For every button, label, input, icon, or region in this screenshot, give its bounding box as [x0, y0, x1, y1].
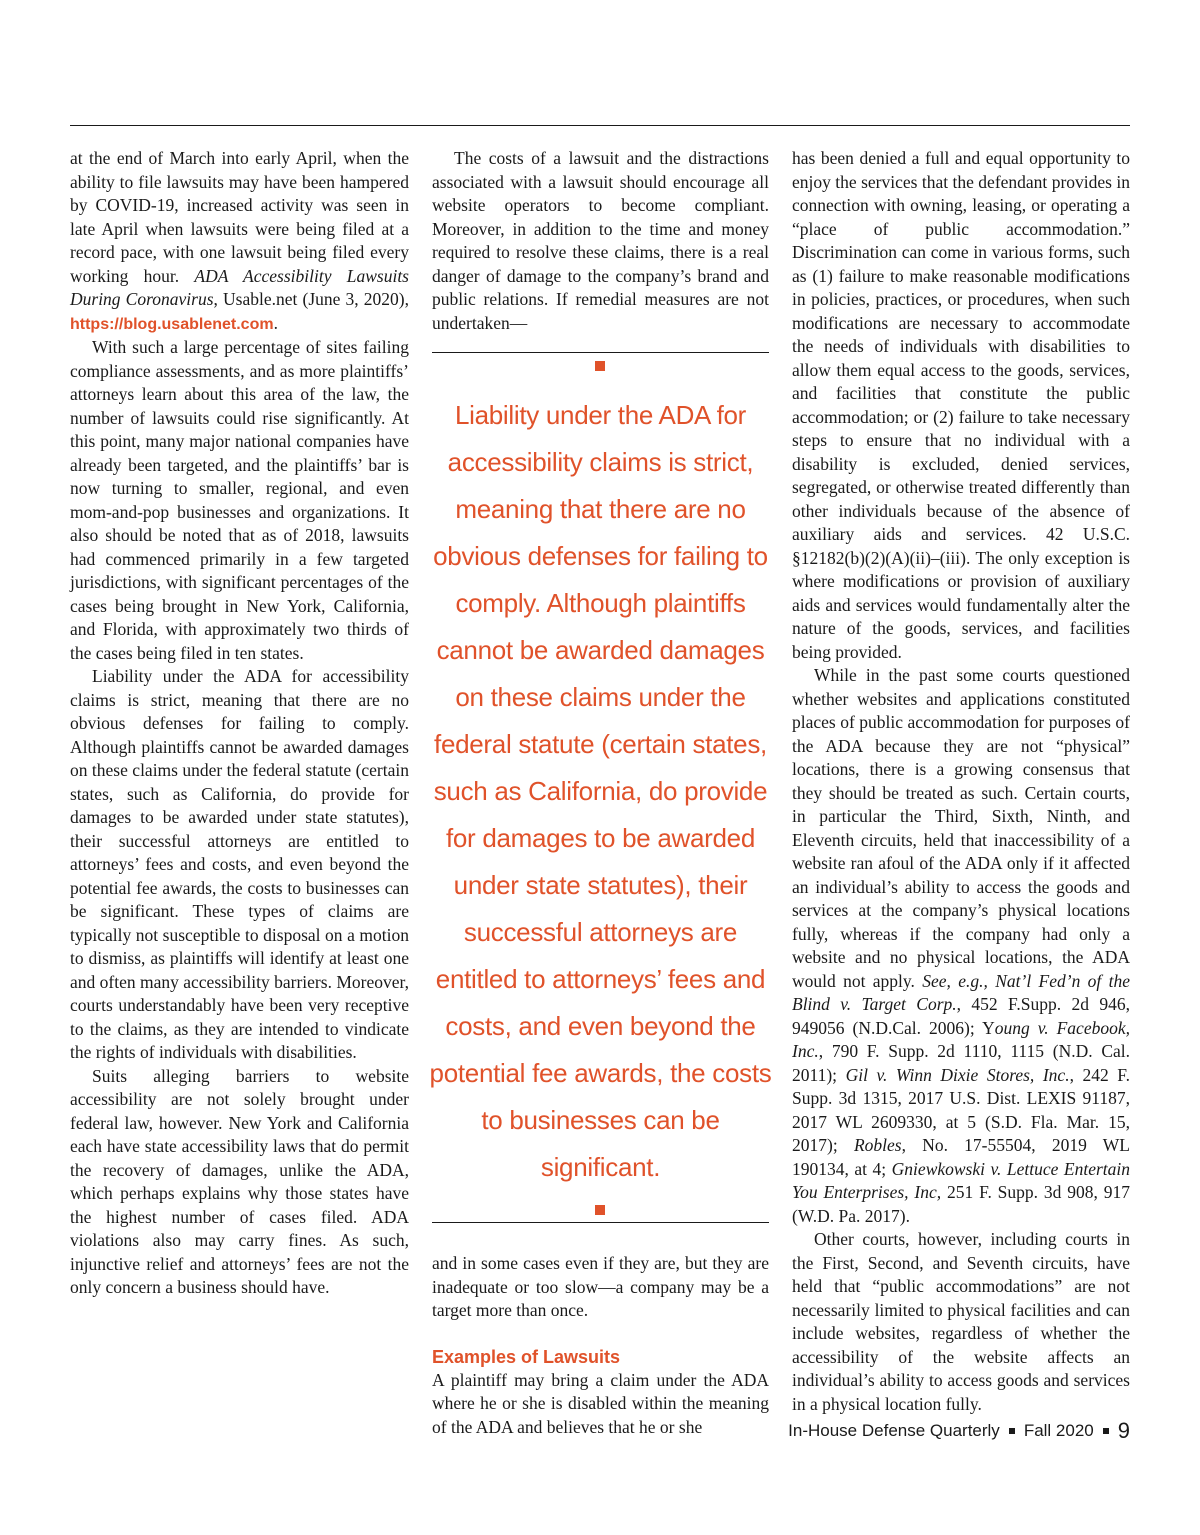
- page-footer: [788, 1418, 1130, 1444]
- pullquote-text: Liability under the ADA for accessibility claims is strict, meaning that there are no obvious defenses for failing to comply. Although plaintiffs cannot be awarded damages on these claims under the federal statute (certain states, such as California, do provide for damages to be awarded under state statutes), their successful attorneys are entitled to attorneys’ fees and costs, and even beyond the potential fee awards, the costs to businesses can be significant.: [429, 400, 772, 1182]
- column3-paragraph-3: Other courts, however, including courts in the First, Second, and Seventh circuits, have held that “public accommodations” are not necessarily limited to physical facilities and can include websites, regardless of whether the accessibility of the website affects an individual’s ability to access goods and services in a physical location fully.: [792, 1229, 1130, 1414]
- usablenet-link[interactable]: https://blog.usablenet.com: [70, 315, 274, 333]
- column3-paragraph-2: While in the past some courts questioned whether websites and applications constituted places of public accommodation for purposes of the ADA because they are not “physical” locations, there is a growing consensus that they should be treated as such. Certain courts, in particular the Third, Sixth, Ninth, and Eleventh circuits, held that inaccessibility of a website ran afoul of the ADA only if it affected an individual’s ability to access the goods and services at the company’s physical locations fully, whereas if the company had only a website and no physical locations, the ADA would not apply. See, e.g., Nat’l Fed’n of the Blind v. Target Corp., 452 F.Supp. 2d 946, 949056 (N.D.Cal. 2006); Young v. Facebook, Inc., 790 F. Supp. 2d 1110, 1115 (N.D. Cal. 2011); Gil v. Winn Dixie Stores, Inc., 242 F. Supp. 3d 1315, 2017 U.S. Dist. LEXIS 91187, 2017 WL 2609330, at 5 (S.D. Fla. Mar. 15, 2017); Robles, No. 17-55504, 2019 WL 190134, at 4; Gniewkowski v. Lettuce Entertain You Enterprises, Inc, 251 F. Supp. 3d 908, 917 (W.D. Pa. 2017).: [792, 665, 1130, 1226]
- column2-paragraph-2: and in some cases even if they are, but they are inadequate or too slow—a company may be a target more than once.: [432, 1253, 769, 1320]
- pullquote-top-rule: [432, 352, 769, 353]
- square-bullet-icon: [595, 361, 605, 371]
- page-number: 9: [1117, 1418, 1130, 1443]
- top-rule: [70, 125, 1130, 126]
- square-separator-icon: [1103, 1428, 1109, 1434]
- column1-paragraph-4: Suits alleging barriers to website accessibility are not solely brought under federal law, however. New York and California each have state accessibility laws that do permit the recovery of damages, unlike the ADA, which perhaps explains why those states have the highest number of cases filed. ADA violations also may carry fines. As such, injunctive relief and attorneys’ fees are not the only concern a business should have.: [70, 1065, 409, 1297]
- article-column-1: [70, 147, 409, 1300]
- issue-label: Fall 2020: [1023, 1421, 1094, 1440]
- column2-paragraph-1: The costs of a lawsuit and the distractions associated with a lawsuit should encourage all website operators to become compliant. Moreover, in addition to the time and money required to resolve these claims, there is a real danger of damage to the company’s brand and public relations. If remedial measures are not undertaken—: [432, 148, 769, 333]
- column2-paragraph-3: A plaintiff may bring a claim under the ADA where he or she is disabled within the meaning of the ADA and believes that he or she: [432, 1369, 769, 1437]
- pullquote-bottom-rule: [432, 1222, 769, 1223]
- article-column-3: [792, 147, 1130, 1416]
- section-heading: Examples of Lawsuits: [432, 1346, 621, 1367]
- column1-paragraph-2: With such a large percentage of sites failing compliance assessments, and as more plaintiffs’ attorneys learn about this area of the law, the number of lawsuits could rise significantly. At this point, many major national companies have already been targeted, and the plaintiffs’ bar is now turning to smaller, regional, and even mom-and-pop businesses and organizations. It also should be noted that as of 2018, lawsuits had commenced primarily in a few targeted jurisdictions, with significant percentages of the cases being brought in New York, California, and Florida, with approximately two thirds of the cases being filed in ten states.: [70, 337, 409, 663]
- column1-paragraph-1: at the end of March into early April, when the ability to file lawsuits may have been hampered by COVID-19, increased activity was seen in late April when lawsuits were being filed at a record pace, with one lawsuit being filed every working hour. ADA Accessibility Lawsuits During Coronavirus, Usable.net (June 3, 2020), https://blog.usablenet.com.: [70, 148, 409, 333]
- publication-name: In-House Defense Quarterly: [788, 1421, 1000, 1440]
- square-bullet-icon: [595, 1205, 605, 1215]
- pull-quote: [429, 352, 772, 1222]
- square-separator-icon: [1009, 1428, 1015, 1434]
- article-column-2: [432, 147, 769, 335]
- column3-paragraph-1: has been denied a full and equal opportunity to enjoy the services that the defendant provides in connection with owning, leasing, or operating a “place of public accommodation.” Discrimination can come in various forms, such as (1) failure to make reasonable modifications in policies, practices, or procedures, when such modifications are necessary to accommodate the needs of individuals with disabilities to allow them equal access to the goods, services, and facilities that constitute the public accommodation; or (2) failure to take necessary steps to ensure that no individual with a disability is excluded, denied services, segregated, or otherwise treated differently than other individuals because of the absence of auxiliary aids and services. 42 U.S.C. §12182(b)(2)(A)(ii)–(iii). The only exception is where modifications or provision of auxiliary aids and services would fundamentally alter the nature of the goods, services, and facilities being provided.: [792, 148, 1130, 662]
- citation-title: ADA Accessibility Lawsuits During Coronavirus: [70, 265, 409, 309]
- column1-paragraph-3: Liability under the ADA for accessibility claims is strict, meaning that there are no obvious defenses for failing to comply. Although plaintiffs cannot be awarded damages on these claims under the federal statute (certain states, such as California, do provide for damages to be awarded under state statutes), their successful attorneys are entitled to attorneys’ fees and costs, and even beyond the potential fee awards, the costs to businesses can be significant. These types of claims are typically not susceptible to disposal on a motion to dismiss, as plaintiffs will identify at least one and often many accessibility barriers. Moreover, courts understandably have been very receptive to the claims, as they are intended to vindicate the rights of individuals with disabilities.: [70, 666, 409, 1062]
- article-column-2-lower: [432, 1252, 769, 1439]
